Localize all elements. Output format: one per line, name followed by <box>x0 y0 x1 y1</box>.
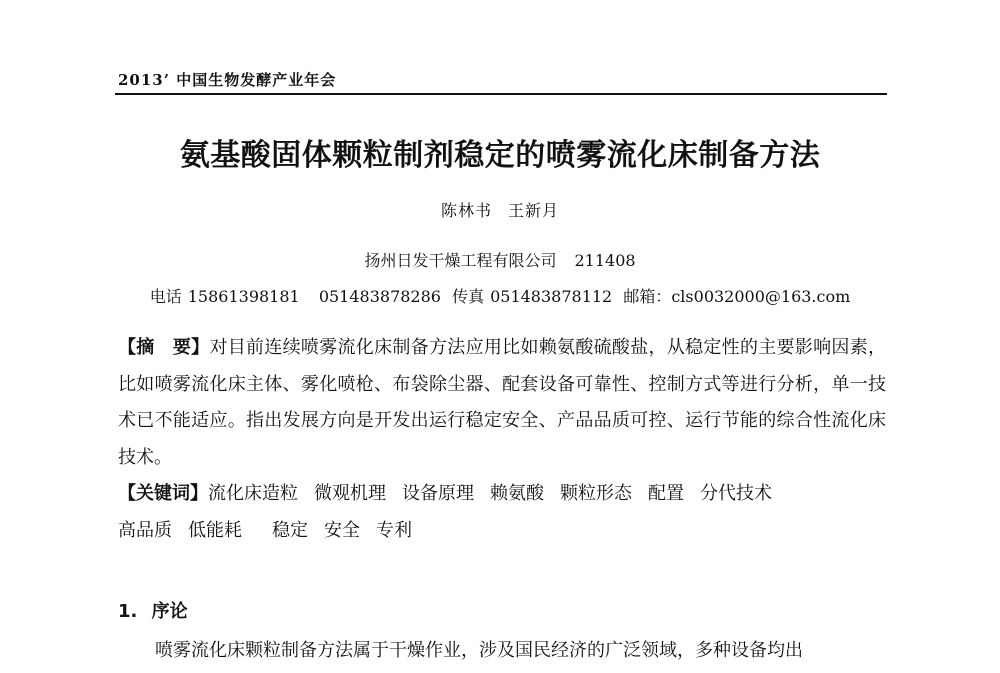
phone-number: 15861398181 <box>187 287 300 306</box>
keyword: 高品质 <box>118 519 172 541</box>
email-label: 邮箱： <box>623 287 672 306</box>
body-paragraph: 喷雾流化床颗粒制备方法属于干燥作业，涉及国民经济的广泛领域，多种设备均出 <box>155 640 803 661</box>
keyword: 赖氨酸 <box>490 483 544 504</box>
email-address: cls0032000@163.com <box>671 287 851 306</box>
section-number: 1. <box>118 601 138 622</box>
keyword: 颗粒形态 <box>560 483 632 504</box>
affiliation-org: 扬州日发干燥工程有限公司 <box>364 251 557 270</box>
keyword: 配置 <box>648 483 684 504</box>
keyword: 专利 <box>376 519 412 541</box>
affiliation-postcode: 211408 <box>574 251 636 270</box>
keyword: 设备原理 <box>402 483 474 504</box>
affiliation <box>0 248 1000 271</box>
author-name: 王新月 <box>508 201 560 220</box>
abstract-label: 【摘 要】 <box>118 337 210 358</box>
phone-label: 电话 <box>149 287 182 306</box>
abstract-text: 对目前连续喷雾流化床制备方法应用比如赖氨酸硫酸盐，从稳定性的主要影响因素，比如喷雾流化床主体、雾化喷枪、布袋除尘器、配套设备可靠性、控制方式等进行分析，单一技术已不能适应。指出发展方向是开发出运行稳定安全、产品品质可控、运行节能的综合性流化床技术。 <box>118 337 887 468</box>
keywords-label: 【关键词】 <box>118 483 208 504</box>
author-name: 陈林书 <box>440 201 492 220</box>
section-title: 序论 <box>151 601 188 622</box>
keyword: 安全 <box>324 519 360 541</box>
fax-label: 传真 <box>452 287 485 306</box>
section-heading <box>118 597 188 623</box>
contact-line <box>0 284 1000 307</box>
abstract <box>118 330 886 476</box>
running-header: 2013’ 中国生物发酵产业年会 <box>118 71 337 89</box>
keyword: 分代技术 <box>700 483 772 504</box>
keyword: 低能耗 <box>188 519 242 541</box>
author-list <box>0 198 1000 221</box>
header-rule <box>115 93 887 95</box>
paper-title: 氨基酸固体颗粒制剂稳定的喷雾流化床制备方法 <box>179 138 821 173</box>
keywords <box>118 476 886 549</box>
phone-number: 051483878286 <box>318 287 441 306</box>
keyword: 微观机理 <box>314 483 386 504</box>
keyword: 流化床造粒 <box>208 483 298 504</box>
keyword: 稳定 <box>272 519 308 541</box>
fax-number: 051483878112 <box>490 287 613 306</box>
